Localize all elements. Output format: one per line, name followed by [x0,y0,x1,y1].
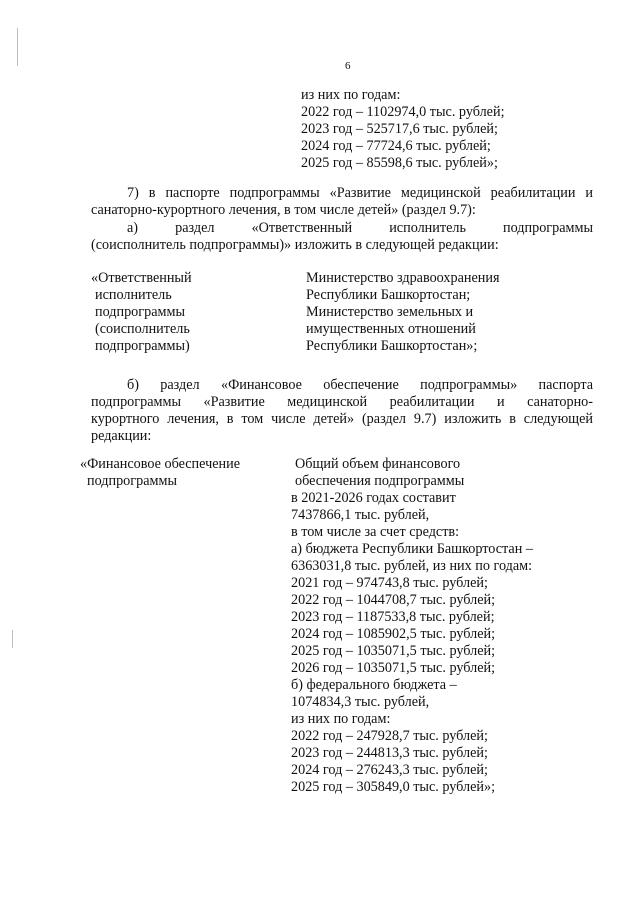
label-line: подпрограммы [95,304,185,320]
paragraph-b-line: подпрограммы «Развитие медицинской реабилитации и санаторно- [91,394,593,410]
value-line: 2025 год – 305849,0 тыс. рублей»; [291,779,496,795]
value-line: имущественных отношений [306,321,476,337]
text-line: из них по годам: [301,87,401,103]
value-line: 2022 год – 1044708,7 тыс. рублей; [291,592,496,608]
value-line: Министерство здравоохранения [306,270,500,286]
scan-margin-mark [17,28,18,66]
value-line: в том числе за счет средств: [291,524,460,540]
label-line: исполнитель [95,287,172,303]
text-line: 2025 год – 85598,6 тыс. рублей»; [301,155,498,171]
label-line: подпрограммы) [95,338,190,354]
text-line: 2022 год – 1102974,0 тыс. рублей; [301,104,505,120]
value-line: Республики Башкортостан»; [306,338,478,354]
value-line: 2024 год – 1085902,5 тыс. рублей; [291,626,496,642]
responsible-value-column [306,270,500,355]
paragraph-7-line: 7) в паспорте подпрограммы «Развитие медицинской реабилитации и [127,185,593,201]
value-line: Общий объем финансового [295,456,461,472]
value-line: 6363031,8 тыс. рублей, из них по годам: [291,558,533,574]
value-line: 2026 год – 1035071,5 тыс. рублей; [291,660,496,676]
value-line: а) бюджета Республики Башкортостан – [291,541,533,557]
value-line: обеспечения подпрограммы [295,473,465,489]
label-line: (соисполнитель [95,321,190,337]
value-line: 1074834,3 тыс. рублей, [291,694,430,710]
label-line: «Ответственный [91,270,192,286]
top-years-block [301,87,505,172]
value-line: 7437866,1 тыс. рублей, [291,507,430,523]
responsible-label-column [91,270,192,355]
value-line: Республики Башкортостан; [306,287,471,303]
value-line: 2023 год – 1187533,8 тыс. рублей; [291,609,495,625]
value-line: б) федерального бюджета – [291,677,457,693]
page-number: 6 [345,60,351,72]
paragraph-b-line: курортного лечения, в том числе детей» (раздел 9.7) изложить в следующей [91,411,593,427]
value-line: 2021 год – 974743,8 тыс. рублей; [291,575,488,591]
finance-value-column [291,456,533,796]
paragraph-7a-line: а) раздел «Ответственный исполнитель подпрограммы [127,220,593,236]
value-line: 2023 год – 244813,3 тыс. рублей; [291,745,488,761]
value-line: Министерство земельных и [306,304,474,320]
paragraph-b-line: б) раздел «Финансовое обеспечение подпрограммы» паспорта [127,377,593,393]
label-line: «Финансовое обеспечение [80,456,241,472]
paragraph-7-line: санаторно-курортного лечения, в том числе детей» (раздел 9.7): [91,202,476,218]
paragraph-b-line: редакции: [91,428,152,444]
label-line: подпрограммы [87,473,177,489]
value-line: 2024 год – 276243,3 тыс. рублей; [291,762,488,778]
scan-margin-mark [12,630,13,648]
value-line: из них по годам: [291,711,391,727]
paragraph-7a-line: (соисполнитель подпрограммы)» изложить в следующей редакции: [91,237,499,253]
value-line: 2022 год – 247928,7 тыс. рублей; [291,728,488,744]
finance-label-column [80,456,240,490]
value-line: в 2021-2026 годах составит [291,490,456,506]
text-line: 2023 год – 525717,6 тыс. рублей; [301,121,498,137]
value-line: 2025 год – 1035071,5 тыс. рублей; [291,643,496,659]
text-line: 2024 год – 77724,6 тыс. рублей; [301,138,491,154]
